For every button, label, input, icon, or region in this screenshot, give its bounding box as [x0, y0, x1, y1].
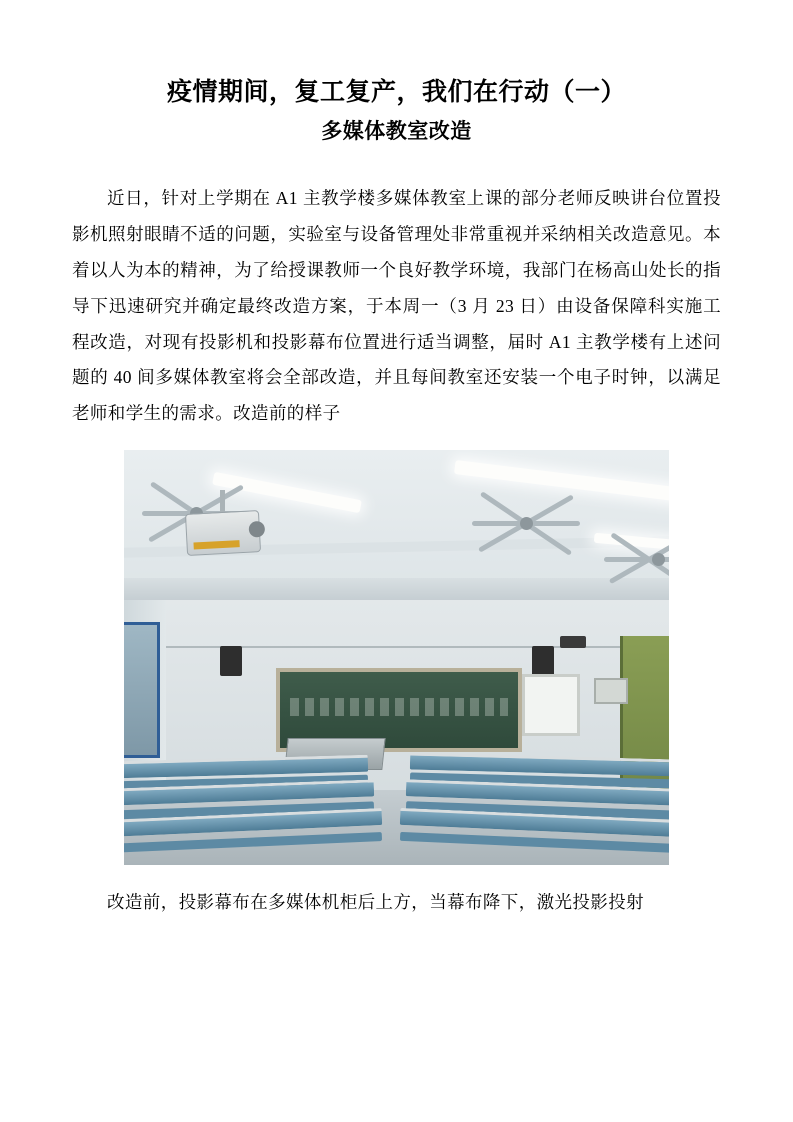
wall-control-panel	[594, 678, 628, 704]
photo-scene	[124, 450, 669, 865]
wall-speaker	[220, 646, 242, 676]
figure-caption: 改造前，投影幕布在多媒体机柜后上方，当幕布降下，激光投影投射	[107, 891, 644, 912]
projection-screen	[522, 674, 580, 736]
projector	[185, 510, 261, 556]
page-subtitle: 多媒体教室改造	[321, 118, 472, 143]
wall-speaker	[532, 646, 554, 676]
ceiling-fan	[604, 548, 669, 570]
classroom-photo	[124, 450, 669, 865]
desk-area	[124, 750, 669, 865]
wall-trim-line	[124, 646, 669, 648]
window	[124, 622, 160, 758]
wall-camera	[560, 636, 586, 648]
ceiling-fan	[472, 512, 580, 534]
page-title: 疫情期间，复工复产，我们在行动（一）	[166, 79, 626, 106]
body-paragraph: 近日，针对上学期在 A1 主教学楼多媒体教室上课的部分老师反映讲台位置投影机照射眼睛不适的问题，实验室与设备管理处非常重视并采纳相关改造意见。本着以人为本的精神，为了给授课教师一个良好教学环境，我部门在杨高山处长的指导下迅速研究并确定最终改造方案，于本周一（3 月 23 日）由设备保障科实施工程改造，对现有投影机和投影幕布位置进行适当调整，届时 A1 主教学楼有上述问题的 40 间多媒体教室将会全部改造，并且每间教室还安装一个电子时钟，以满足老师和学生的需求。改造前的样子	[72, 188, 721, 424]
